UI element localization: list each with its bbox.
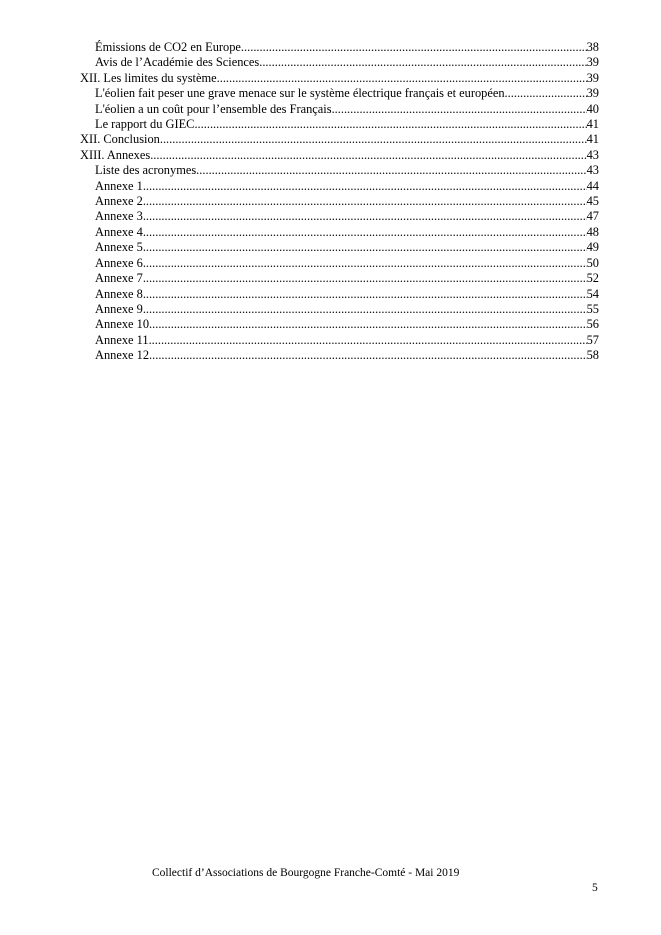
toc-entry-page: 56 <box>586 317 599 332</box>
toc-entry-page: 39 <box>586 70 599 85</box>
toc-dot-leader <box>332 102 587 117</box>
toc-entry[interactable] <box>80 256 599 271</box>
toc-entry-page: 40 <box>586 101 599 116</box>
toc-entry-page: 55 <box>586 301 599 316</box>
toc-entry[interactable] <box>80 302 599 317</box>
toc-entry-page: 43 <box>586 147 599 162</box>
toc-dot-leader <box>143 179 587 194</box>
toc-entry-page: 41 <box>586 132 599 147</box>
toc-entry-page: 57 <box>586 332 599 347</box>
toc-entry-title: Le rapport du GIEC <box>95 117 195 132</box>
toc-entry-title: Annexe 6 <box>95 255 143 270</box>
toc-entry[interactable] <box>80 209 599 224</box>
toc-entry-title: Annexe 11 <box>95 332 149 347</box>
toc-entry-page: 44 <box>586 178 599 193</box>
page-number: 5 <box>592 882 598 894</box>
toc-entry[interactable] <box>80 163 599 178</box>
toc-entry-title: L'éolien a un coût pour l’ensemble des Français <box>95 101 332 116</box>
toc-entry-page: 54 <box>586 286 599 301</box>
toc-entry[interactable] <box>80 348 599 363</box>
footer-text: Collectif d’Associations de Bourgogne Franche-Comté - Mai 2019 <box>152 867 460 879</box>
toc-dot-leader <box>143 302 587 317</box>
toc-entry-page: 49 <box>586 240 599 255</box>
toc-entry[interactable] <box>80 225 599 240</box>
toc-entry-title: Annexe 8 <box>95 286 143 301</box>
toc-dot-leader <box>160 132 587 147</box>
toc-entry-page: 47 <box>586 209 599 224</box>
toc-entry-title: Annexe 2 <box>95 194 143 209</box>
toc-entry-title: XIII. Annexes <box>80 147 151 162</box>
toc-entry[interactable] <box>80 71 599 86</box>
toc-entry-title: Émissions de CO2 en Europe <box>95 40 241 54</box>
toc-entry[interactable] <box>80 117 599 132</box>
toc-entry-page: 58 <box>586 348 599 363</box>
toc-dot-leader <box>241 40 587 55</box>
toc-dot-leader <box>149 348 587 363</box>
toc-dot-leader <box>505 86 587 101</box>
toc-entry[interactable] <box>80 240 599 255</box>
toc-entry-title: Annexe 1 <box>95 178 143 193</box>
toc-entry-title: L'éolien fait peser une grave menace sur le système électrique français et européen <box>95 86 505 101</box>
toc-dot-leader <box>150 148 586 163</box>
toc-entry-title: XII. Les limites du système <box>80 70 217 85</box>
toc-dot-leader <box>149 317 587 332</box>
toc-dot-leader <box>259 55 586 70</box>
toc-entry[interactable] <box>80 55 599 70</box>
toc-entry[interactable] <box>80 271 599 286</box>
toc-entry-page: 43 <box>586 163 599 178</box>
toc-dot-leader <box>143 256 587 271</box>
toc-dot-leader <box>217 71 587 86</box>
toc-entry[interactable] <box>80 179 599 194</box>
toc-entry-page: 41 <box>586 117 599 132</box>
toc-entry[interactable] <box>80 102 599 117</box>
toc-dot-leader <box>149 333 587 348</box>
toc-entry-title: Annexe 7 <box>95 271 143 286</box>
toc-entry[interactable] <box>80 148 599 163</box>
toc-entry-title: Annexe 5 <box>95 240 143 255</box>
toc-entry-page: 38 <box>586 40 599 54</box>
toc-dot-leader <box>143 240 587 255</box>
toc-entry-page: 50 <box>586 255 599 270</box>
toc-dot-leader <box>194 117 586 132</box>
toc-dot-leader <box>143 194 587 209</box>
toc-entry[interactable] <box>80 317 599 332</box>
toc-entry[interactable] <box>80 86 599 101</box>
toc-entry[interactable] <box>80 333 599 348</box>
toc-entry-title: XII. Conclusion <box>80 132 160 147</box>
toc-entry-title: Annexe 3 <box>95 209 143 224</box>
toc-entry-title: Annexe 12 <box>95 348 150 363</box>
toc-dot-leader <box>196 163 586 178</box>
toc-entry-title: Avis de l’Académie des Sciences <box>95 55 260 70</box>
toc-entry-page: 52 <box>586 271 599 286</box>
toc-dot-leader <box>143 271 587 286</box>
toc-entry[interactable] <box>80 287 599 302</box>
toc-entry[interactable] <box>80 194 599 209</box>
toc-dot-leader <box>143 225 587 240</box>
toc-entry-title: Liste des acronymes <box>95 163 197 178</box>
toc-entry[interactable] <box>80 40 599 55</box>
toc-entry-page: 45 <box>586 194 599 209</box>
toc-dot-leader <box>143 209 587 224</box>
toc-entry-page: 39 <box>586 55 599 70</box>
toc-dot-leader <box>143 287 587 302</box>
table-of-contents <box>80 40 599 364</box>
toc-entry[interactable] <box>80 132 599 147</box>
toc-entry-page: 48 <box>586 224 599 239</box>
toc-entry-page: 39 <box>586 86 599 101</box>
toc-entry-title: Annexe 10 <box>95 317 150 332</box>
toc-entry-title: Annexe 4 <box>95 224 143 239</box>
toc-entry-title: Annexe 9 <box>95 301 143 316</box>
